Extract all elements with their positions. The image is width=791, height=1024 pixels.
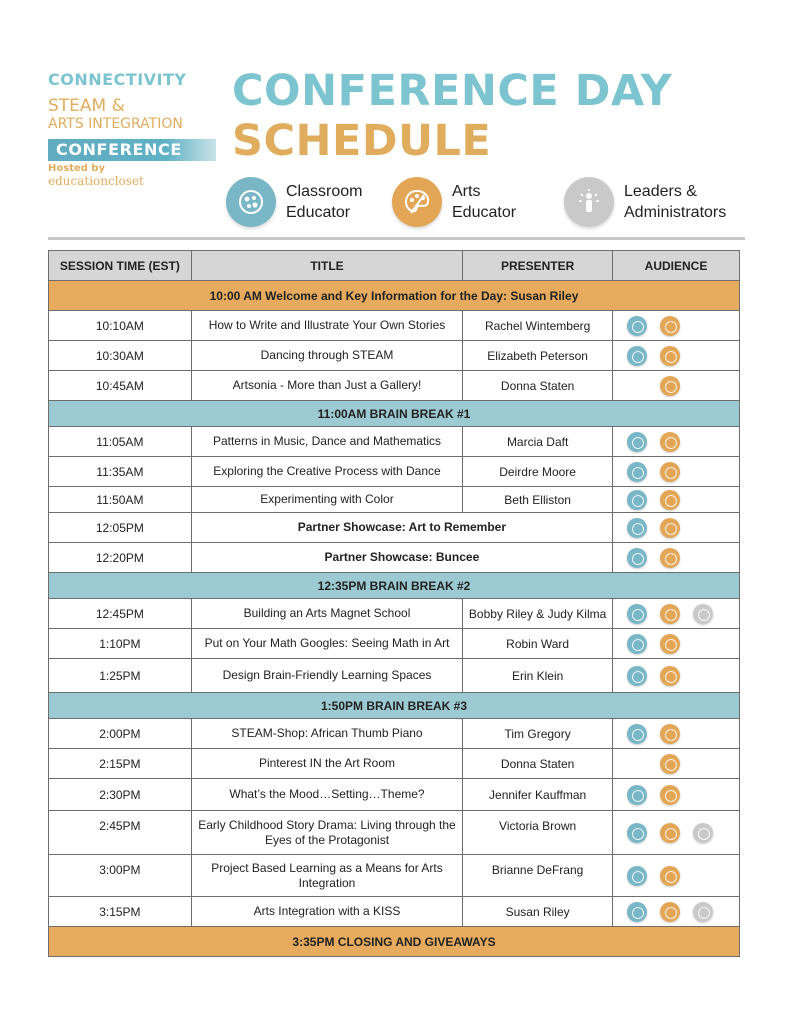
logo-connectivity: CONNECTIVITY <box>48 70 187 89</box>
header-audience: AUDIENCE <box>613 251 740 281</box>
classroom-educator-icon <box>627 604 647 624</box>
arts-educator-icon <box>660 490 680 510</box>
session-presenter: Susan Riley <box>463 897 613 927</box>
session-presenter: Brianne DeFrang <box>463 855 613 897</box>
arts-educator-icon <box>660 754 680 774</box>
logo-steam: STEAM & <box>48 96 125 116</box>
session-presenter: Deirdre Moore <box>463 457 613 487</box>
classroom-educator-icon <box>226 177 276 227</box>
arts-educator-icon <box>660 346 680 366</box>
arts-educator-icon <box>660 548 680 568</box>
table-row <box>49 811 740 855</box>
logo-conference: CONFERENCE <box>48 139 216 161</box>
leaders-administrators-icon <box>693 902 713 922</box>
session-time: 2:45PM <box>49 811 192 855</box>
band-text: 1:50PM BRAIN BREAK #3 <box>49 693 740 719</box>
session-audience <box>613 599 740 629</box>
table-row <box>49 897 740 927</box>
schedule-band-row <box>49 927 740 957</box>
session-time: 12:20PM <box>49 543 192 573</box>
band-text: 12:35PM BRAIN BREAK #2 <box>49 573 740 599</box>
divider <box>48 237 745 240</box>
table-row <box>49 719 740 749</box>
header-presenter: PRESENTER <box>463 251 613 281</box>
arts-educator-icon <box>660 604 680 624</box>
leaders-administrators-icon <box>693 823 713 843</box>
session-title: Project Based Learning as a Means for Arts Integration <box>191 855 462 897</box>
table-row <box>49 513 740 543</box>
session-time: 12:05PM <box>49 513 192 543</box>
schedule-band-row <box>49 401 740 427</box>
table-row <box>49 457 740 487</box>
table-row <box>49 659 740 693</box>
table-row <box>49 311 740 341</box>
table-header-row <box>49 251 740 281</box>
session-presenter: Marcia Daft <box>463 427 613 457</box>
legend-classroom-educator <box>226 177 406 227</box>
session-time: 2:00PM <box>49 719 192 749</box>
session-title: Artsonia - More than Just a Gallery! <box>191 371 462 401</box>
table-row <box>49 341 740 371</box>
session-presenter: Rachel Wintemberg <box>463 311 613 341</box>
page-title-line1: CONFERENCE DAY <box>232 66 673 116</box>
classroom-educator-icon <box>627 666 647 686</box>
session-title: What’s the Mood…Setting…Theme? <box>191 779 462 811</box>
logo-arts-integration: ARTS INTEGRATION <box>48 116 183 132</box>
session-title: Pinterest IN the Art Room <box>191 749 462 779</box>
session-time: 3:00PM <box>49 855 192 897</box>
session-time: 10:10AM <box>49 311 192 341</box>
session-presenter: Jennifer Kauffman <box>463 779 613 811</box>
legend-label-arts: Arts Educator <box>452 183 517 221</box>
classroom-educator-icon <box>627 490 647 510</box>
classroom-educator-icon <box>627 548 647 568</box>
conference-logo <box>48 70 223 188</box>
session-audience <box>613 487 740 513</box>
classroom-educator-icon <box>627 724 647 744</box>
session-audience <box>613 897 740 927</box>
arts-educator-icon <box>660 634 680 654</box>
session-presenter: Victoria Brown <box>463 811 613 855</box>
session-time: 10:30AM <box>49 341 192 371</box>
arts-educator-icon <box>660 376 680 396</box>
legend-label-classroom: Classroom Educator <box>286 183 363 221</box>
schedule-band-row <box>49 573 740 599</box>
session-title: Experimenting with Color <box>191 487 462 513</box>
session-title: Design Brain-Friendly Learning Spaces <box>191 659 462 693</box>
session-title: Exploring the Creative Process with Dance <box>191 457 462 487</box>
session-audience <box>613 513 740 543</box>
session-time: 1:10PM <box>49 629 192 659</box>
arts-educator-icon <box>660 823 680 843</box>
session-audience <box>613 811 740 855</box>
schedule-band-row <box>49 281 740 311</box>
page-title-line2: SCHEDULE <box>232 116 492 166</box>
session-audience <box>613 659 740 693</box>
session-presenter: Robin Ward <box>463 629 613 659</box>
arts-educator-icon <box>660 432 680 452</box>
classroom-educator-icon <box>627 902 647 922</box>
session-time: 10:45AM <box>49 371 192 401</box>
session-audience <box>613 749 740 779</box>
classroom-educator-icon <box>627 432 647 452</box>
arts-educator-icon <box>660 785 680 805</box>
legend-leaders-administrators <box>564 177 744 227</box>
schedule-band-row <box>49 693 740 719</box>
arts-educator-icon <box>392 177 442 227</box>
session-presenter: Elizabeth Peterson <box>463 341 613 371</box>
session-audience <box>613 457 740 487</box>
session-title: Patterns in Music, Dance and Mathematics <box>191 427 462 457</box>
session-time: 12:45PM <box>49 599 192 629</box>
session-presenter: Erin Klein <box>463 659 613 693</box>
session-audience <box>613 341 740 371</box>
classroom-educator-icon <box>627 866 647 886</box>
session-presenter: Donna Staten <box>463 749 613 779</box>
arts-educator-icon <box>660 902 680 922</box>
table-row <box>49 855 740 897</box>
session-presenter: Tim Gregory <box>463 719 613 749</box>
logo-host-name: educationcloset <box>48 174 144 188</box>
session-time: 11:50AM <box>49 487 192 513</box>
arts-educator-icon <box>660 866 680 886</box>
session-time: 2:15PM <box>49 749 192 779</box>
table-row <box>49 543 740 573</box>
classroom-educator-icon <box>627 518 647 538</box>
table-row <box>49 371 740 401</box>
classroom-educator-icon <box>627 316 647 336</box>
session-audience <box>613 427 740 457</box>
table-row <box>49 749 740 779</box>
classroom-educator-icon <box>627 462 647 482</box>
classroom-educator-icon <box>627 346 647 366</box>
classroom-educator-icon <box>627 634 647 654</box>
legend-label-leaders: Leaders & Administrators <box>624 183 727 221</box>
table-row <box>49 779 740 811</box>
session-time: 11:05AM <box>49 427 192 457</box>
arts-educator-icon <box>660 462 680 482</box>
session-title: Building an Arts Magnet School <box>191 599 462 629</box>
table-row <box>49 487 740 513</box>
band-text: 3:35PM CLOSING AND GIVEAWAYS <box>49 927 740 957</box>
band-text: 11:00AM BRAIN BREAK #1 <box>49 401 740 427</box>
header-title: TITLE <box>191 251 462 281</box>
session-title: Dancing through STEAM <box>191 341 462 371</box>
session-audience <box>613 629 740 659</box>
session-audience <box>613 311 740 341</box>
arts-educator-icon <box>660 724 680 744</box>
band-text: 10:00 AM Welcome and Key Information for the Day: Susan Riley <box>49 281 740 311</box>
leaders-administrators-icon <box>564 177 614 227</box>
table-row <box>49 427 740 457</box>
session-title: STEAM-Shop: African Thumb Piano <box>191 719 462 749</box>
arts-educator-icon <box>660 666 680 686</box>
session-title: Early Childhood Story Drama: Living through the Eyes of the Protagonist <box>191 811 462 855</box>
table-row <box>49 599 740 629</box>
logo-hosted-by: Hosted by <box>48 163 106 174</box>
session-title: Arts Integration with a KISS <box>191 897 462 927</box>
schedule-table <box>48 250 740 957</box>
header-session-time: SESSION TIME (EST) <box>49 251 192 281</box>
session-audience <box>613 371 740 401</box>
arts-educator-icon <box>660 518 680 538</box>
session-time: 2:30PM <box>49 779 192 811</box>
session-time: 3:15PM <box>49 897 192 927</box>
session-audience <box>613 543 740 573</box>
table-row <box>49 629 740 659</box>
session-title: Partner Showcase: Buncee <box>191 543 612 573</box>
session-presenter: Bobby Riley & Judy Kilma <box>463 599 613 629</box>
session-audience <box>613 855 740 897</box>
session-presenter: Beth Elliston <box>463 487 613 513</box>
session-time: 11:35AM <box>49 457 192 487</box>
session-title: Put on Your Math Googles: Seeing Math in Art <box>191 629 462 659</box>
session-presenter: Donna Staten <box>463 371 613 401</box>
session-audience <box>613 719 740 749</box>
session-time: 1:25PM <box>49 659 192 693</box>
leaders-administrators-icon <box>693 604 713 624</box>
classroom-educator-icon <box>627 785 647 805</box>
session-title: Partner Showcase: Art to Remember <box>191 513 612 543</box>
arts-educator-icon <box>660 316 680 336</box>
session-audience <box>613 779 740 811</box>
session-title: How to Write and Illustrate Your Own Stories <box>191 311 462 341</box>
legend-arts-educator <box>392 177 572 227</box>
classroom-educator-icon <box>627 823 647 843</box>
